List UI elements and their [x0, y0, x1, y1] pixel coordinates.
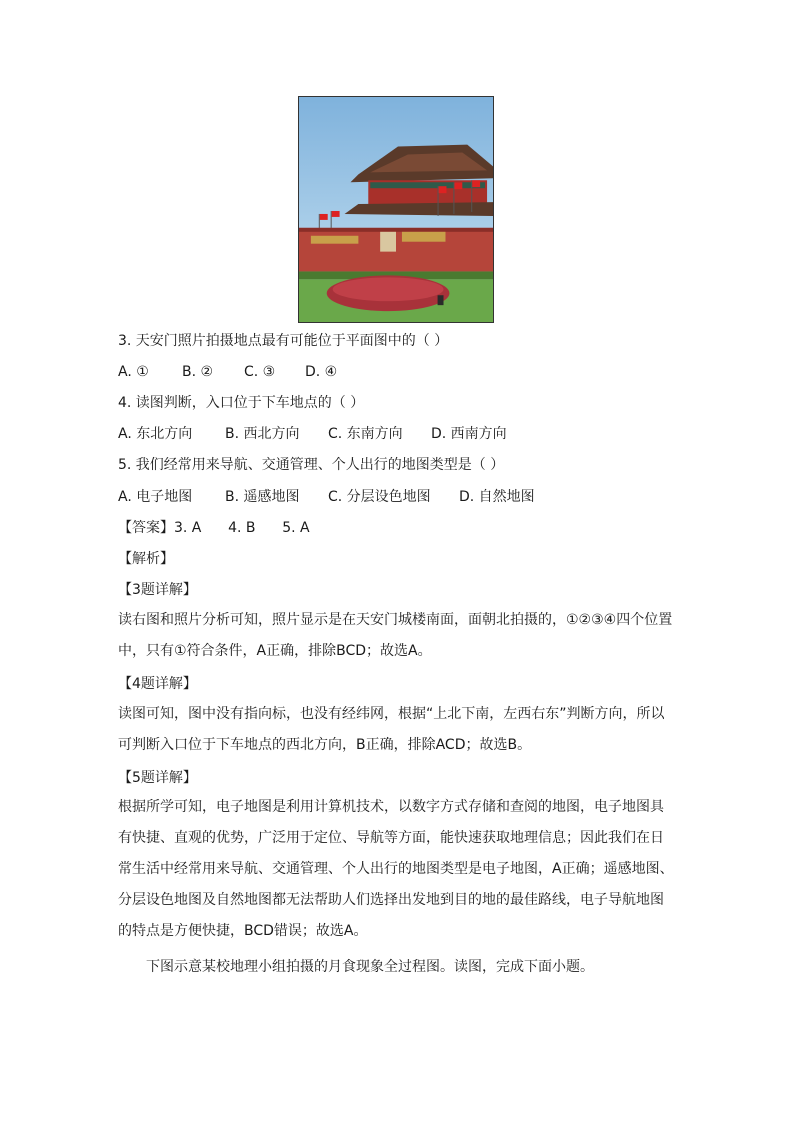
q5-option-a: A. 电子地图: [118, 489, 193, 505]
q3-detail-heading: 【3题详解】: [118, 582, 197, 598]
answer-line: 【答案】3. A 4. B 5. A: [118, 520, 310, 536]
q4-option-d: D. 西南方向: [431, 426, 507, 442]
q4-option-b: B. 西北方向: [225, 426, 300, 442]
q4-detail-heading: 【4题详解】: [118, 676, 197, 692]
q3-option-b: B. ②: [182, 364, 214, 380]
q4-detail-text: 读图可知，图中没有指向标，也没有经纬网，根据“上北下南，左西右东”判断方向，所以可判断入口位于下车地点的西北方向，B正确，排除ACD；故选B。: [118, 706, 665, 753]
q4-option-a: A. 东北方向: [118, 426, 193, 442]
q3-option-a: A. ①: [118, 364, 149, 380]
q5-option-d: D. 自然地图: [459, 489, 535, 505]
q3-option-c: C. ③: [244, 364, 276, 380]
q4-option-c: C. 东南方向: [328, 426, 403, 442]
next-section-intro: 下图示意某校地理小组拍摄的月食现象全过程图。读图，完成下面小题。: [146, 959, 594, 975]
q5-detail-text: 根据所学可知，电子地图是利用计算机技术，以数字方式存储和查阅的地图，电子地图具有快捷、直观的优势，广泛用于定位、导航等方面，能快速获取地理信息；因此我们在日常生活中经常用来导航、交通管理、个人出行的地图类型是电子地图，A正确；遥感地图、分层设色地图及自然地图都无法帮助人们选择出发地到目的地的最佳路线，电子导航地图的特点是方便快捷，BCD错误；故选A。: [118, 799, 674, 939]
q5-detail-heading: 【5题详解】: [118, 770, 197, 786]
question-5-stem: 5. 我们经常用来导航、交通管理、个人出行的地图类型是（ ）: [118, 457, 505, 473]
tiananmen-photo: [298, 96, 494, 323]
analysis-label: 【解析】: [118, 551, 174, 567]
question-4-stem: 4. 读图判断，入口位于下车地点的（ ）: [118, 395, 365, 411]
q3-option-d: D. ④: [305, 364, 338, 380]
q5-option-c: C. 分层设色地图: [328, 489, 431, 505]
q3-detail-text: 读右图和照片分析可知，照片显示是在天安门城楼南面，面朝北拍摄的，①②③④四个位置中，只有①符合条件，A正确，排除BCD；故选A。: [118, 612, 673, 659]
q5-option-b: B. 遥感地图: [225, 489, 300, 505]
question-3-stem: 3. 天安门照片拍摄地点最有可能位于平面图中的（ ）: [118, 333, 449, 349]
